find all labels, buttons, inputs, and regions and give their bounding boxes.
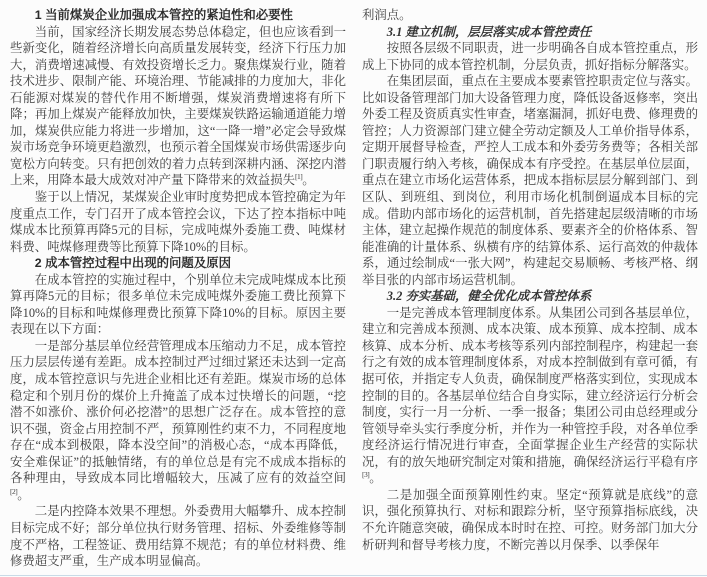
citation-ref: [1] xyxy=(294,172,303,182)
body-paragraph xyxy=(10,272,346,338)
body-paragraph xyxy=(362,40,698,73)
right-column xyxy=(362,7,698,577)
body-paragraph xyxy=(362,305,698,487)
body-paragraph xyxy=(362,73,698,288)
subsection-heading xyxy=(362,24,698,41)
body-paragraph xyxy=(10,24,346,189)
text-run: 1 当前煤炭企业加强成本管控的紧迫性和必要性 xyxy=(34,8,293,22)
text-run: 一是部分基层单位经营管理成本压缩动力不足，成本管控压力层层传递有差距。成本控制过严过细过紧还未达到一定高度，成本管控意识与先进企业相比还有差距。煤炭市场的总体稳定和个别月份的煤价上升掩盖了成本过快增长的问题，“挖潜不如涨价、涨价何必挖潜”的思想广泛存在。成本管控的意识不强，资金占用控制不严，预算刚性约束不力，不同程度地存在“成本到极限，降本没空间”的消极心态，“成本再降低，安全难保证”的抵触情绪，有的单位总是有完不成成本指标的各种理由，导致成本同比增幅较大，压减了应有的效益空间 xyxy=(10,338,346,486)
text-run: 当前，国家经济长期发展态势总体稳定，但也应该看到一些新变化，随着经济增长向高质量发展转变，经济下行压力加大，消费增速减慢、有效投资增长乏力。聚焦煤炭行业，随着技术进步、限制产能、环境治理、节能减排的力度加大，非化石能源对煤炭的替代作用不断增强，煤炭消费增速将有所下降；再加上煤炭产能释放加快，主要煤炭铁路运输通道能力增加，煤炭供应能力将进一步增加，这“一降一增”必定会导致煤炭市场竞争环境更趋激烈，也预示着全国煤炭市场供需逐步向宽松方向转变。只有把创效的着力点转到深耕内涵、深挖内潜上来，用降本最大成效对冲产量下降带来的效益损失 xyxy=(10,24,346,188)
body-paragraph xyxy=(10,338,346,503)
text-run: 在集团层面，重点在主要成本要素管控职责定位与落实。比如设备管理部门加大设备管理力度，降低设备返修率，突出外委工程及资质真实性审查，堵塞漏洞，抓好电费、修理费的管控；人力资源部门建立健全劳动定额及人工单价指导体系，定期开展督导检查，严控人工成本和外委劳务费等；各相关部门职责履行纳入考核，确保成本有序受控。在基层单位层面，重点在建立市场化运营体系，把成本指标层层分解到部门、到区队、到班组、到岗位，利用市场化机制倒逼成本目标的完成。借助内部市场化的运营机制，首先搭建起层级清晰的市场主体，建立起操作规范的制度体系、要素齐全的价格体系、智能准确的计量体系、纵横有序的结算体系、运行高效的仲裁体系，通过绘制成“一张大网”，构建起交易顺畅、考核严格、纲举目张的内部市场运营机制。 xyxy=(362,74,698,287)
text-run: 按照各层级不同职责，进一步明确各自成本管控重点，形成上下协同的成本管控机制，分层负责，抓好指标分解落实。 xyxy=(362,41,698,72)
text-run: 。 xyxy=(17,487,30,502)
text-run: 一是完善成本管理制度体系。从集团公司到各基层单位，建立和完善成本预测、成本决策、成本预算、成本控制、成本核算、成本分析、成本考核等系列内部控制程序，构建起一套行之有效的成本管理制度体系，对成本控制做到有章可循，有据可依，并指定专人负责，确保制度严格落实到位，实现成本控制的目的。各基层单位结合自身实际，建立经济运行分析会制度，实行一月一分析、一季一报备；集团公司由总经理或分管领导牵头实行季度分析，并作为一种管控手段，对各单位季度经济运行情况进行审查，全面掌握企业生产经营的实际状况，有的放矢地研究制定对策和措施，确保经济运行平稳有序 xyxy=(362,305,698,469)
body-paragraph xyxy=(10,189,346,255)
text-run: 。 xyxy=(302,173,315,188)
body-paragraph xyxy=(362,7,698,24)
body-paragraph xyxy=(362,487,698,553)
text-run: 3.1 建立机制，层层落实成本管控责任 xyxy=(386,24,592,39)
text-run: 二是加强全面预算刚性约束。坚定“预算就是底线”的意识，强化预算执行、对标和跟踪分析，坚守预算指标底线，决不允许随意突破，确保成本时时在控、可控。财务部门加大分析研判和督导考核力度，不断完善以月保季、以季保年 xyxy=(362,487,698,552)
text-run: 在成本管控的实施过程中，个别单位未完成吨煤成本比预算再降5元的目标；很多单位未完成吨煤外委施工费比预算下降10%的目标和吨煤修理费比预算下降10%的目标。原因主要表现在以下方面： xyxy=(10,272,346,337)
section-heading xyxy=(10,255,346,272)
text-run: 鉴于以上情况，某煤炭企业审时度势把成本管控确定为年度重点工作，专门召开了成本管控会议，下达了控本指标中吨煤成本比预算再降5元的目标，完成吨煤外委施工费、吨煤材料费、吨煤修理费等比预算下降10%的目标。 xyxy=(10,190,346,254)
text-run: 2 成本管控过程中出现的问题及原因 xyxy=(34,256,231,271)
subsection-heading xyxy=(362,288,698,305)
citation-ref: [3] xyxy=(362,470,370,480)
text-run: 利润点。 xyxy=(362,8,412,22)
left-column xyxy=(10,7,346,577)
citation-ref: [2] xyxy=(10,486,18,496)
bottom-divider xyxy=(0,575,707,576)
text-run: 。 xyxy=(369,471,382,486)
text-run: 二是内控降本效果不理想。外委费用大幅攀升、成本控制目标完成不好；部分单位执行财务管理、招标、外委维修等制度不严格，工程签证、费用结算不规范；有的单位材料费、维修费超支严重，生产成本明显偏高。 xyxy=(10,504,346,569)
section-heading xyxy=(10,7,346,24)
text-run: 3.2 夯实基础，健全优化成本管控体系 xyxy=(386,289,592,304)
body-paragraph xyxy=(10,503,346,569)
